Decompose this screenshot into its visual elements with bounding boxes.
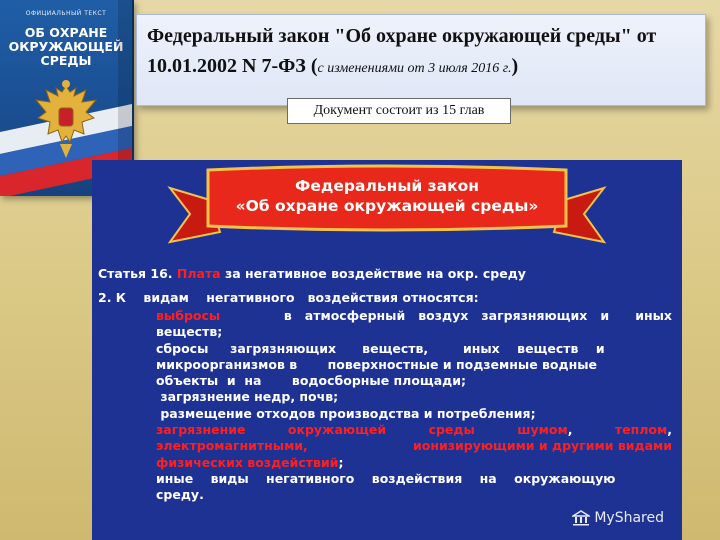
item-keyword: электромагнитными, <box>156 438 308 454</box>
item-keyword: физических воздействий <box>156 454 339 470</box>
item-keyword: выбросы <box>156 308 221 323</box>
slide-panel <box>92 160 682 540</box>
list-item <box>156 389 672 405</box>
cover-title <box>0 26 132 68</box>
article-heading <box>98 266 526 281</box>
item-keyword: теплом <box>614 422 668 438</box>
item-text: сбросы загрязняющих веществ, иных веществ и <box>156 340 605 356</box>
item-punct: ; <box>338 454 344 470</box>
list-item <box>156 422 672 438</box>
logo-text: MyShared <box>594 510 664 526</box>
impact-list <box>156 308 672 504</box>
item-keyword: шумом <box>517 422 568 438</box>
kinds-heading: 2. К видам негативного воздействия относятся: <box>98 290 479 305</box>
item-text: размещение отходов производства и потребления; <box>156 405 536 421</box>
coat-of-arms-icon <box>30 78 102 162</box>
list-item <box>156 455 672 471</box>
article-number: Статья 16. <box>98 266 173 281</box>
list-item <box>156 471 672 487</box>
banner-line: «Об охране окружающей среды» <box>235 197 539 215</box>
item-punct: , <box>667 422 672 438</box>
banner-line: Федеральный закон <box>295 177 479 195</box>
item-text: объекты и на водосборные площади; <box>156 373 467 389</box>
list-item <box>156 308 672 324</box>
list-item <box>156 341 672 357</box>
item-keyword: среды <box>428 422 475 438</box>
list-item <box>156 438 672 454</box>
item-punct: , <box>567 422 573 438</box>
list-item <box>156 406 672 422</box>
list-item <box>156 357 672 373</box>
law-title: Федеральный закон "Об охране окружающей среды" от 10.01.2002 N 7-ФЗ ( <box>147 25 657 77</box>
watermark-logo <box>572 510 664 526</box>
list-item <box>156 487 672 503</box>
list-item <box>156 324 672 340</box>
building-icon <box>572 510 590 526</box>
item-text: загрязнение недр, почв; <box>156 389 339 405</box>
item-text: в атмосферный воздух загрязняющих и иных <box>283 308 672 323</box>
article-keyword: Плата <box>176 266 221 281</box>
item-keyword: ионизирующими и другими видами <box>412 438 672 454</box>
cover-title-line: СРЕДЫ <box>40 53 92 68</box>
item-keyword: загрязнение <box>156 422 246 438</box>
cover-title-line: ОБ ОХРАНЕ <box>24 25 108 40</box>
list-item <box>156 373 672 389</box>
article-text: за негативное воздействие на окр. среду <box>224 266 526 281</box>
chapters-note: Документ состоит из 15 глав <box>287 98 511 124</box>
item-text: иные виды негативного воздействия на окружающую <box>156 470 616 486</box>
banner-title <box>212 176 562 216</box>
item-text: микроорганизмов в поверхностные и подземные водные <box>156 356 598 372</box>
item-text: веществ; <box>156 324 223 340</box>
item-text: среду. <box>156 487 204 503</box>
law-title-close: ) <box>511 55 519 77</box>
cover-title-line: ОКРУЖАЮЩЕЙ <box>8 39 124 54</box>
title-box <box>136 14 706 106</box>
cover-series: ОФИЦИАЛЬНЫЙ ТЕКСТ <box>25 10 107 17</box>
item-keyword: окружающей <box>287 422 387 438</box>
law-amendment-note: с изменениями от 3 июля 2016 г. <box>317 61 512 76</box>
